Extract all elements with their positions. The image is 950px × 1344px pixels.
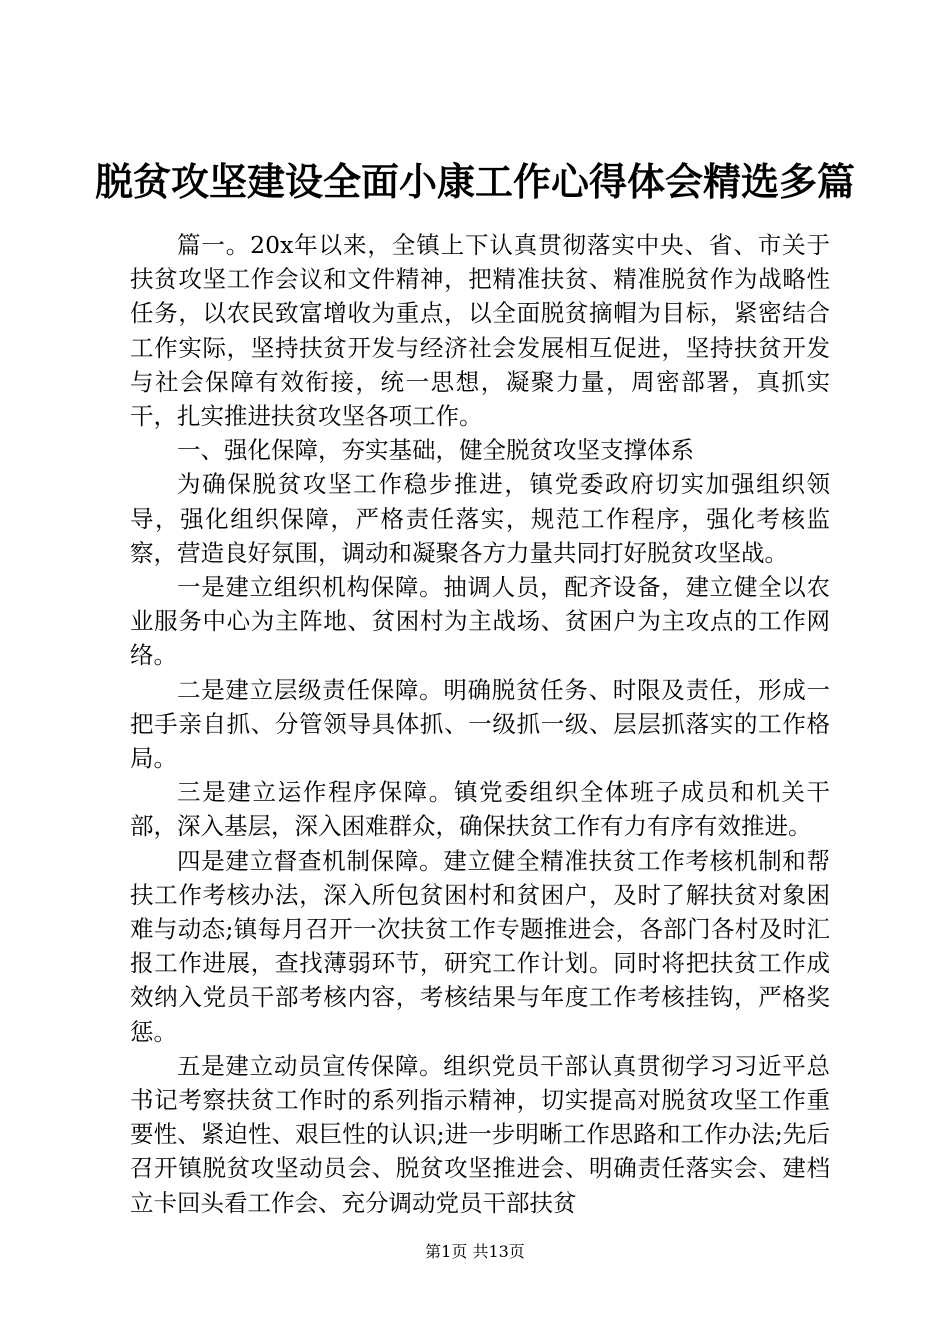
paragraph-intro: 篇一。20x年以来，全镇上下认真贯彻落实中央、省、市关于扶贫攻坚工作会议和文件精神，把精准扶贫、精准脱贫作为战略性任务，以农民致富增收为重点，以全面脱贫摘帽为目标，紧密结合工作实际，坚持扶贫开发与经济社会发展相互促进，坚持扶贫开发与社会保障有效衔接，统一思想，凝聚力量，周密部署，真抓实干，扎实推进扶贫攻坚各项工作。 — [130, 231, 830, 431]
section-heading-1: 一、强化保障，夯实基础，健全脱贫攻坚支撑体系 — [177, 436, 694, 465]
document-body — [130, 228, 830, 1220]
paragraph-section-1: 为确保脱贫攻坚工作稳步推进，镇党委政府切实加强组织领导，强化组织保障，严格责任落实，规范工作程序，强化考核监察，营造良好氛围，调动和凝聚各方力量共同打好脱贫攻坚战。 — [130, 470, 830, 567]
paragraph-point-3: 三是建立运作程序保障。镇党委组织全体班子成员和机关干部，深入基层，深入困难群众，确保扶贫工作有力有序有效推进。 — [130, 778, 830, 841]
paragraph-point-5: 五是建立动员宣传保障。组织党员干部认真贯彻学习习近平总书记考察扶贫工作时的系列指示精神，切实提高对脱贫攻坚工作重要性、紧迫性、艰巨性的认识;进一步明晰工作思路和工作办法;先后召开镇脱贫攻坚动员会、脱贫攻坚推进会、明确责任落实会、建档立卡回头看工作会、充分调动党员干部扶贫 — [130, 1051, 830, 1217]
document-title: 脱贫攻坚建设全面小康工作心得体会精选多篇 — [94, 159, 855, 204]
paragraph-point-1: 一是建立组织机构保障。抽调人员，配齐设备，建立健全以农业服务中心为主阵地、贫困村为主战场、贫困户为主攻点的工作网络。 — [130, 573, 830, 670]
paragraph-point-4: 四是建立督查机制保障。建立健全精准扶贫工作考核机制和帮扶工作考核办法，深入所包贫困村和贫困户，及时了解扶贫对象困难与动态;镇每月召开一次扶贫工作专题推进会，各部门各村及时汇报工作进展，查找薄弱环节，研究工作计划。同时将把扶贫工作成效纳入党员干部考核内容，考核结果与年度工作考核挂钩，严格奖惩。 — [130, 846, 830, 1046]
page-footer: 第1页 共13页 — [425, 1242, 525, 1261]
paragraph-point-2: 二是建立层级责任保障。明确脱贫任务、时限及责任，形成一把手亲自抓、分管领导具体抓、一级抓一级、层层抓落实的工作格局。 — [130, 675, 830, 773]
